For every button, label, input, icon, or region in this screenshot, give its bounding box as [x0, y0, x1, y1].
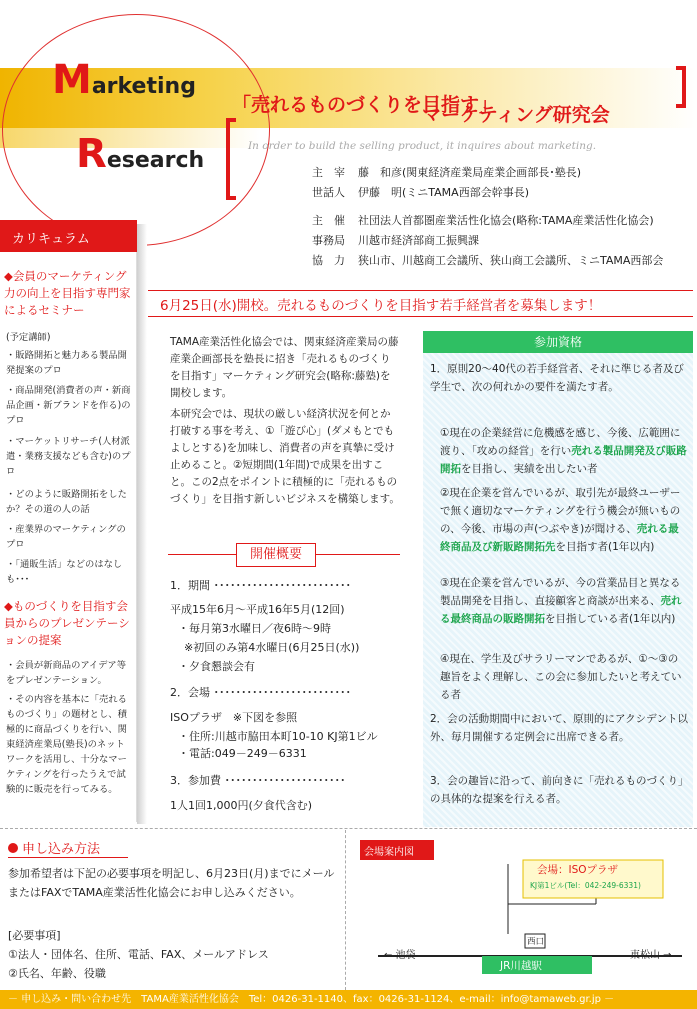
sidebar-item: ・販路開拓と魅力ある製品開発提案のプロ	[6, 350, 127, 376]
map-left-direction: ← 池袋	[384, 950, 416, 961]
overview-heading: 開催概要	[236, 543, 316, 567]
org-line-4: 事務局 川越市経済部商工振興課	[312, 234, 479, 247]
sidebar-heading: カリキュラム	[0, 220, 137, 252]
sidebar-item: ・商品開発(消費者の声・新商品企画・新ブランドを作る)のプロ	[6, 385, 131, 426]
sidebar-item: ・「通販生活」などのはなしも･･･	[6, 559, 123, 585]
venue-line: ISOプラザ ※下図を参照	[170, 711, 298, 724]
sidebar-section-2-title: ◆ものづくりを目指す会員からのプレゼンテーションの提案	[4, 599, 130, 647]
period-line: ・毎月第3水曜日／夜6時～9時	[178, 622, 331, 635]
sidebar-item: ・どのように販路開拓をしたか？その道の人の話	[6, 489, 127, 515]
apply-title: 申し込み方法	[8, 838, 100, 857]
venue-line: ・住所:川越市脇田本町10-10 KJ第1ビル	[178, 730, 378, 743]
fee-value: 1人1回1,000円(夕食代含む)	[170, 799, 313, 812]
sidebar-section-1-sub: (予定講師)	[6, 332, 51, 343]
map-right-direction: 東松山 →	[630, 950, 672, 961]
logo-marketing	[52, 57, 196, 103]
qualification-item-2: 2．会の活動期間中において、原則的にアクシデント以外、毎月開催する定例会に出席できる者。	[430, 713, 688, 743]
org-line-1: 主 宰 藤 和彦(関東経済産業局産業企画部長･塾長)	[312, 166, 582, 179]
apply-req-1: ①法人・団体名、住所、電話、FAX、メールアドレス	[8, 948, 269, 961]
venue-title: 2．会場 ･････････････････････････	[170, 686, 351, 699]
qualification-item-1: 1．原則20～40代の若手経営者、それに準じる者及び学生で、次の何れかの要件を満たす者。	[430, 363, 684, 393]
sidebar-item: ・産業界のマーケティングのプロ	[6, 524, 126, 550]
map-venue: 会場：ISOプラザ	[537, 864, 619, 876]
sidebar-item: ・マーケットリサーチ(人材派遣・業務支援なども含む)のプロ	[6, 436, 131, 477]
qualification-sub-2: ②現在企業を営んでいるが、取引先が最終ユーザーで無く適切なマーケティングを行う機会が無いものの、今後、市場の声(つぶやき)が聞ける、売れる最終商品及び新販路開拓先を目指す者(1年以内)	[440, 487, 681, 553]
sidebar-item: ・会員が新商品のアイデア等をプレゼンテーション。	[6, 660, 127, 686]
org-line-2: 世話人 伊藤 明(ミニTAMA西部会幹事長)	[312, 186, 529, 199]
sidebar-section-1-title: ◆会員のマーケティング力の向上を目指す専門家によるセミナー	[4, 269, 131, 317]
map-exit: 西口	[527, 937, 545, 947]
bracket-right	[676, 66, 686, 108]
period-title: 1．期間 ･････････････････････････	[170, 579, 351, 592]
apply-req-title: [必要事項]	[8, 929, 61, 942]
apply-title-underline	[8, 857, 128, 858]
qualification-item-3: 3．会の趣旨に沿って、前向きに「売れるものづくり」の具体的な提案を行える者。	[430, 775, 684, 805]
footer-contact: － 申し込み・問い合わせ先 TAMA産業活性化協会 Tel：0426-31-1140、fax：0426-31-1124、e-mail：info@tamaweb.gr.jp －	[0, 990, 697, 1009]
org-line-3: 主 催 社団法人首都圏産業活性化協会(略称:TAMA産業活性化協会)	[312, 214, 654, 227]
qualification-sub-4: ④現在、学生及びサラリーマンであるが、①～③の趣旨をよく理解し、この会に参加したいと考えている者	[440, 653, 682, 701]
title-line2: マーケティング研究会	[422, 104, 610, 126]
logo-m: M	[52, 57, 92, 103]
period-line: 平成15年6月～平成16年5月(12回)	[170, 603, 345, 616]
bullet-icon	[8, 843, 18, 853]
intro-paragraph-1: TAMA産業活性化協会では、関東経済産業局の藤産業企画部長を塾長に招き「売れるものづくりを目指す」マーケティング研究会(略称:藤塾)を開校します。	[170, 336, 399, 399]
qualification-sub-3: ③現在企業を営んでいるが、今の営業品目と異なる製品開発を目指し、直接顧客と商談が出来る、売れる最終商品の販路開拓を目指している者(1年以内)	[440, 577, 682, 625]
map-station: JR川越駅	[500, 960, 542, 972]
venue-line: ・電話:049－249－6331	[178, 747, 307, 760]
logo-marketing-rest: arketing	[91, 74, 196, 99]
bracket-left	[226, 118, 236, 200]
title-line1: 「売れるものづくりを目指す」	[232, 94, 499, 116]
logo-r: R	[76, 131, 107, 177]
apply-text: 参加希望者は下記の必要事項を明記し、6月23日(月)までにメールまたはFAXでTAMA産業活性化協会にお申し込みください。	[8, 867, 335, 899]
section-divider	[0, 828, 697, 829]
logo-research	[76, 131, 205, 177]
logo-research-rest: esearch	[106, 148, 205, 173]
period-line: ※初回のみ第4水曜日(6月25日(水))	[184, 641, 360, 654]
map-venue-sub: KJ第1ビル(Tel：042-249-6331)	[530, 881, 641, 890]
fee-title: 3．参加費 ･･････････････････････	[170, 774, 346, 787]
sidebar-item: ・その内容を基本に「売れるものづくり」の題材とし、積極的に商品づくりを行い、関東経済産業局(塾長)のネットワークを活用し、十分なマーケティングを行ったうえで試験的に販売を行ってみる。	[6, 694, 127, 795]
org-line-5: 協 力 狭山市、川越商工会議所、狭山商工会議所、ミニTAMA西部会	[312, 254, 664, 267]
map-label: 会場案内図	[364, 847, 414, 858]
announcement-top-rule	[148, 290, 693, 291]
column-divider	[345, 830, 346, 990]
qualification-sub-1: ①現在の企業経営に危機感を感じ、今後、広範囲に渡り、「攻めの経営」を行い売れる製品開発及び販路開拓を目指し、実績を出したい者	[440, 427, 687, 475]
tagline: In order to build the selling product, it inquires about marketing.	[248, 140, 597, 152]
apply-req-2: ②氏名、年齢、役職	[8, 967, 106, 980]
announcement: 6月25日(水)開校。売れるものづくりを目指す若手経営者を募集します！	[160, 298, 602, 314]
period-line: ・夕食懇談会有	[178, 660, 255, 673]
intro-paragraph-2: 本研究会では、現状の厳しい経済状況を何とか打破する事を考え、①「遊び心」(ダメもとでもよしとする)を加味し、消費者の声を真摯に受け止めること。②短期間(1年間)で成果を出すこと。この2点をポイントに積極的に「売れるものづくり」を目指す新しいビジネスを構築します。	[170, 408, 400, 505]
qualification-heading: 参加資格	[423, 331, 693, 353]
announcement-bottom-rule	[148, 316, 693, 317]
sidebar-shadow	[137, 224, 147, 824]
